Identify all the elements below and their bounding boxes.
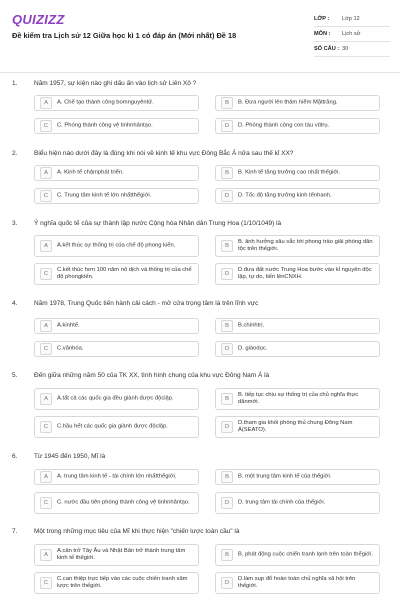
question-text: Ý nghĩa quốc tế của sự thành lập nước Cộng hòa Nhân dân Trung Hoa (1/10/1049) là [34,220,282,227]
header-divider [0,72,400,73]
option-2a[interactable] [34,165,199,181]
option-text: B. ảnh hưởng sâu sắc tới phong trào giải phóng dân tộc trên thếgiới. [238,238,373,252]
option-3c[interactable] [34,263,199,285]
option-letter: B [221,471,233,483]
question-text: Từ 1945 đến 1950, Mĩ là [34,453,106,460]
option-5c[interactable] [34,416,199,438]
question-text: Năm 1957, sự kiện nào ghi dấu ấn vào lịch sử Liên Xô ? [34,80,197,87]
option-6c[interactable] [34,492,199,514]
option-text: A.kinhtế. [57,322,80,329]
question-number: 4. [12,300,18,307]
question-text: Năm 1978, Trung Quốc tiến hành cải cách - mở cửa trọng tâm là trên lĩnh vực [34,300,259,307]
option-6d[interactable] [215,492,380,514]
option-5a[interactable] [34,388,199,410]
question-number: 2. [12,150,18,157]
option-letter: B [221,320,233,332]
option-text: B. tiếp tục chịu sự thống trị của chủ nghĩa thực dânmới. [238,391,359,405]
option-6a[interactable] [34,469,199,485]
option-3a[interactable] [34,235,199,257]
question-number: 6. [12,453,18,460]
option-1a[interactable] [34,95,199,111]
option-letter: C [40,577,52,589]
option-4b[interactable] [215,318,380,334]
option-letter: D [221,577,233,589]
option-1d[interactable] [215,118,380,134]
option-letter: A [40,320,52,332]
option-text: D. giáodục. [238,345,268,352]
option-letter: C [40,421,52,433]
option-text: A. Kinh tế chậmphát triển. [57,169,124,176]
option-text: C. Trung tâm kinh tế lớn nhấtthếgiới. [57,192,152,199]
meta-value: 30 [342,46,349,52]
option-text: B. phát động cuộc chiến tranh lạnh trên toàn thếgiới. [238,551,373,558]
meta-info [314,12,390,57]
option-text: D. Phóng thành công con tàu vũtrụ. [238,122,330,129]
option-text: A. Chế tạo thành công bomnguyêntử. [57,99,154,106]
option-letter: A [40,240,52,252]
option-text: B. một trung tâm kinh tế của thếgiới. [238,473,332,480]
option-letter: B [221,97,233,109]
meta-label: MÔN : [314,31,331,37]
option-text: C.hầu hết các quốc gia giành được độclập. [57,423,168,430]
option-text: C.can thiệp trực tiếp vào các cuộc chiến tranh xâm lược trên thếgiới. [57,575,188,589]
option-letter: A [40,393,52,405]
option-text: C.vănhóa. [57,345,84,352]
meta-value: Lớp 12 [342,16,360,22]
option-text: D. trung tâm tài chính của thếgiới. [238,499,326,506]
option-4c[interactable] [34,341,199,357]
option-text: D.làm sụp đổ hoàn toàn chủ nghĩa xã hội trên thếgiới. [238,575,356,589]
option-5b[interactable] [215,388,380,410]
option-letter: B [221,240,233,252]
option-letter: A [40,471,52,483]
quizizz-logo: QUIZIZZ [12,12,65,27]
option-letter: B [221,549,233,561]
option-text: B.chínhtrị. [238,322,265,329]
option-letter: C [40,268,52,280]
option-5d[interactable] [215,416,380,438]
option-7c[interactable] [34,572,199,594]
option-text: C. nước đầu tiên phóng thành công vệ tinhnhântạo. [57,499,190,506]
option-letter: D [221,421,233,433]
option-2d[interactable] [215,188,380,204]
option-letter: C [40,343,52,355]
question-text: Một trong những mục tiêu của Mĩ khi thực hiện "chiến lược toàn cầu" là [34,528,240,535]
option-letter: D [221,120,233,132]
meta-row-subject [314,27,390,42]
option-text: A. trung tâm kinh tế - tài chính lớn nhấtthếgiới. [57,473,177,480]
meta-label: SỐ CÂU : [314,46,340,52]
option-text: B. Kinh tế tăng trưởng cao nhất thếgiới. [238,169,341,176]
option-text: A.tất cả các quốc gia đều giành được độclập. [57,395,174,402]
option-letter: C [40,120,52,132]
question-text: Đến giữa những năm 50 của TK XX, tình hình chung của khu vực Đông Nam Á là [34,372,270,379]
option-2b[interactable] [215,165,380,181]
meta-row-count [314,42,390,57]
option-text: D.tham gia khối phòng thủ chung Đông Nam Á(SEATO). [238,419,353,433]
option-text: A.kết thúc sự thống trị của chế độ phong kiến. [57,242,176,249]
option-letter: D [221,343,233,355]
meta-value: Lịch sử [342,31,361,37]
option-letter: A [40,97,52,109]
option-7d[interactable] [215,572,380,594]
question-number: 3. [12,220,18,227]
option-letter: D [221,190,233,202]
option-6b[interactable] [215,469,380,485]
meta-row-class [314,12,390,27]
option-4a[interactable] [34,318,199,334]
document-title: Đề kiểm tra Lịch sử 12 Giữa học kì 1 có đáp án (Mới nhất) Đề 18 [12,31,237,40]
question-text: Biểu hiện nào dưới đây là đúng khi nói về kinh tế khu vực Đông Bắc Á nửa sau thế kỉ XX? [34,150,294,157]
option-2c[interactable] [34,188,199,204]
option-7b[interactable] [215,544,380,566]
option-text: C. Phóng thành công vệ tinhnhântạo. [57,122,153,129]
option-letter: C [40,190,52,202]
option-text: D. Tốc độ tăng trưởng kinh tếnhanh. [238,192,332,199]
option-letter: B [221,393,233,405]
option-4d[interactable] [215,341,380,357]
option-letter: D [221,268,233,280]
option-3d[interactable] [215,263,380,285]
option-7a[interactable] [34,544,199,566]
option-text: D.đưa đất nước Trung Hoa bước vào kỉ nguyên độc lập, tự do, tiến lênCNXH. [238,266,372,280]
option-letter: C [40,497,52,509]
option-letter: A [40,167,52,179]
option-letter: B [221,167,233,179]
option-text: C.kết thúc hơn 100 năm nô dịch và thống trị của chế độ phongkiến. [57,266,192,280]
question-number: 7. [12,528,18,535]
option-text: B. Đưa người lên thám hiểm Mặttrăng. [238,99,338,106]
option-1b[interactable] [215,95,380,111]
question-number: 5. [12,372,18,379]
meta-label: LỚP : [314,16,330,22]
option-3b[interactable] [215,235,380,257]
document-header [0,0,400,72]
option-text: A.cản trở Tây Âu và Nhật Bản trở thành trung tâm kinh tế thếgiới. [57,547,186,561]
option-1c[interactable] [34,118,199,134]
question-number: 1. [12,80,18,87]
option-letter: D [221,497,233,509]
option-letter: A [40,549,52,561]
